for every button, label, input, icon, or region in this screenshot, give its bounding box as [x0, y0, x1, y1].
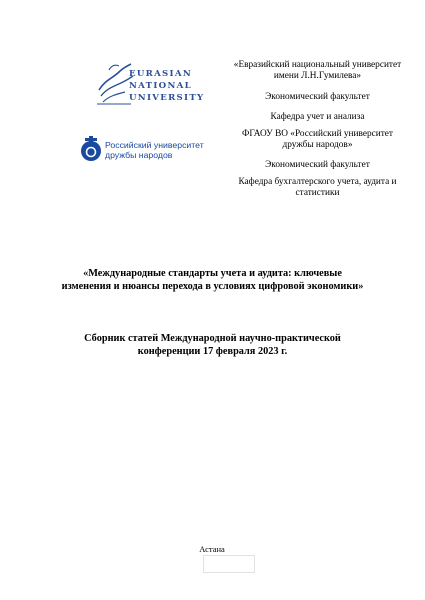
institution-rudn: ФГАОУ ВО «Российский университет дружбы народов» [242, 129, 393, 150]
enu-logo [95, 60, 205, 108]
collection-subtitle: Сборник статей Международной научно-практической конференции 17 февраля 2023 г. [84, 333, 341, 357]
institution-enu: «Евразийский национальный университет имени Л.Н.Гумилева» [233, 60, 402, 81]
page-number-box [203, 555, 255, 573]
faculty-rudn: Экономический факультет [265, 160, 370, 170]
department-enu: Кафедра учет и анализа [270, 112, 365, 122]
rudn-logo [80, 134, 204, 168]
faculty-enu: Экономический факультет [265, 92, 370, 102]
enu-logo-text: EURASIAN NATIONAL UNIVERSITY [129, 69, 205, 103]
conference-title: «Международные стандарты учета и аудита: ключевые изменения и нюансы перехода в условиях цифровой экономики» [61, 268, 364, 292]
rudn-emblem-icon [80, 135, 102, 165]
rudn-logo-text: Российский университет дружбы народов [105, 140, 204, 160]
department-rudn: Кафедра бухгалтерского учета, аудита и статистики [238, 177, 397, 198]
city-label: Астана [199, 544, 225, 554]
